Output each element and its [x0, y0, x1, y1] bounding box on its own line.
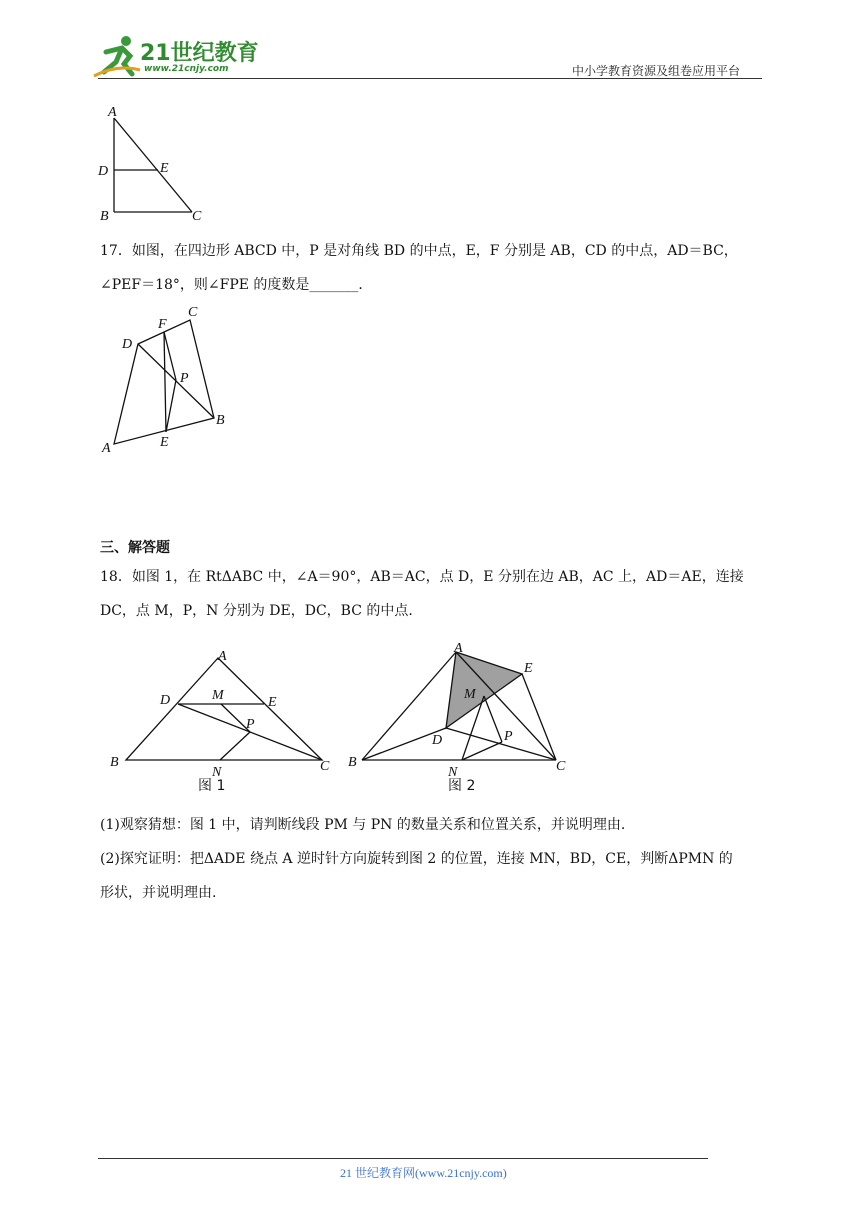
label-D: D — [432, 733, 443, 748]
label-C: C — [188, 305, 198, 320]
label-N: N — [212, 765, 222, 780]
label-C: C — [320, 759, 330, 774]
label-A: A — [218, 649, 227, 664]
label-P: P — [180, 371, 189, 386]
figure-2-caption: 图 2 — [448, 778, 476, 794]
label-M: M — [212, 688, 224, 703]
platform-title: 中小学教育资源及组卷应用平台 — [572, 64, 741, 78]
label-A: A — [108, 105, 117, 120]
header-rule — [98, 78, 762, 79]
label-P: P — [504, 729, 513, 744]
q18-part2-line1: (2)探究证明：把ΔADE 绕点 A 逆时针方向旋转到图 2 的位置，连接 MN，BD，CE，判断ΔPMN 的 — [100, 851, 733, 867]
q18-line1: 18．如图 1，在 RtΔABC 中，∠A＝90°，AB＝AC，点 D，E 分别在边 AB，AC 上，AD＝AE，连接 — [100, 569, 744, 585]
label-A: A — [102, 441, 111, 456]
label-M: M — [464, 687, 476, 702]
logo-sub-text: www.21cnjy.com — [144, 64, 229, 74]
q17-line1: 17．如图，在四边形 ABCD 中，P 是对角线 BD 的中点，E，F 分别是 AB，CD 的中点，AD＝BC， — [100, 243, 738, 259]
logo-main-text: 21世纪教育 — [140, 41, 259, 66]
label-B: B — [216, 413, 225, 428]
footer-rule — [98, 1158, 708, 1159]
label-P: P — [246, 717, 255, 732]
footer-link[interactable]: 21 世纪教育网(www.21cnjy.com) — [340, 1166, 507, 1180]
q18-line2: DC，点 M，P，N 分别为 DE，DC，BC 的中点. — [100, 603, 413, 619]
label-D: D — [160, 693, 171, 708]
figure-1-caption: 图 1 — [198, 778, 226, 794]
figure-18-1 — [106, 644, 342, 794]
label-B: B — [100, 209, 109, 224]
q18-part1: (1)观察猜想：图 1 中，请判断线段 PM 与 PN 的数量关系和位置关系，并说明理由. — [100, 817, 626, 833]
label-D: D — [122, 337, 133, 352]
label-D: D — [98, 164, 109, 179]
label-N: N — [448, 765, 458, 780]
label-C: C — [556, 759, 566, 774]
section-title: 三、解答题 — [100, 540, 170, 556]
figure-q16 — [96, 104, 216, 226]
q17-line2: ∠PEF＝18°，则∠FPE 的度数是_______． — [100, 277, 373, 293]
runner-logo-icon — [92, 34, 142, 78]
label-C: C — [192, 209, 202, 224]
label-B: B — [348, 755, 357, 770]
label-A: A — [454, 641, 463, 656]
label-E: E — [524, 661, 533, 676]
label-F: F — [158, 317, 167, 332]
header-logo — [92, 34, 262, 78]
label-E: E — [160, 161, 169, 176]
label-E: E — [268, 695, 277, 710]
label-B: B — [110, 755, 119, 770]
figure-18-2 — [344, 636, 576, 796]
label-E: E — [160, 435, 169, 450]
q18-part2-line2: 形状，并说明理由. — [100, 885, 217, 901]
figure-q17 — [98, 300, 238, 458]
